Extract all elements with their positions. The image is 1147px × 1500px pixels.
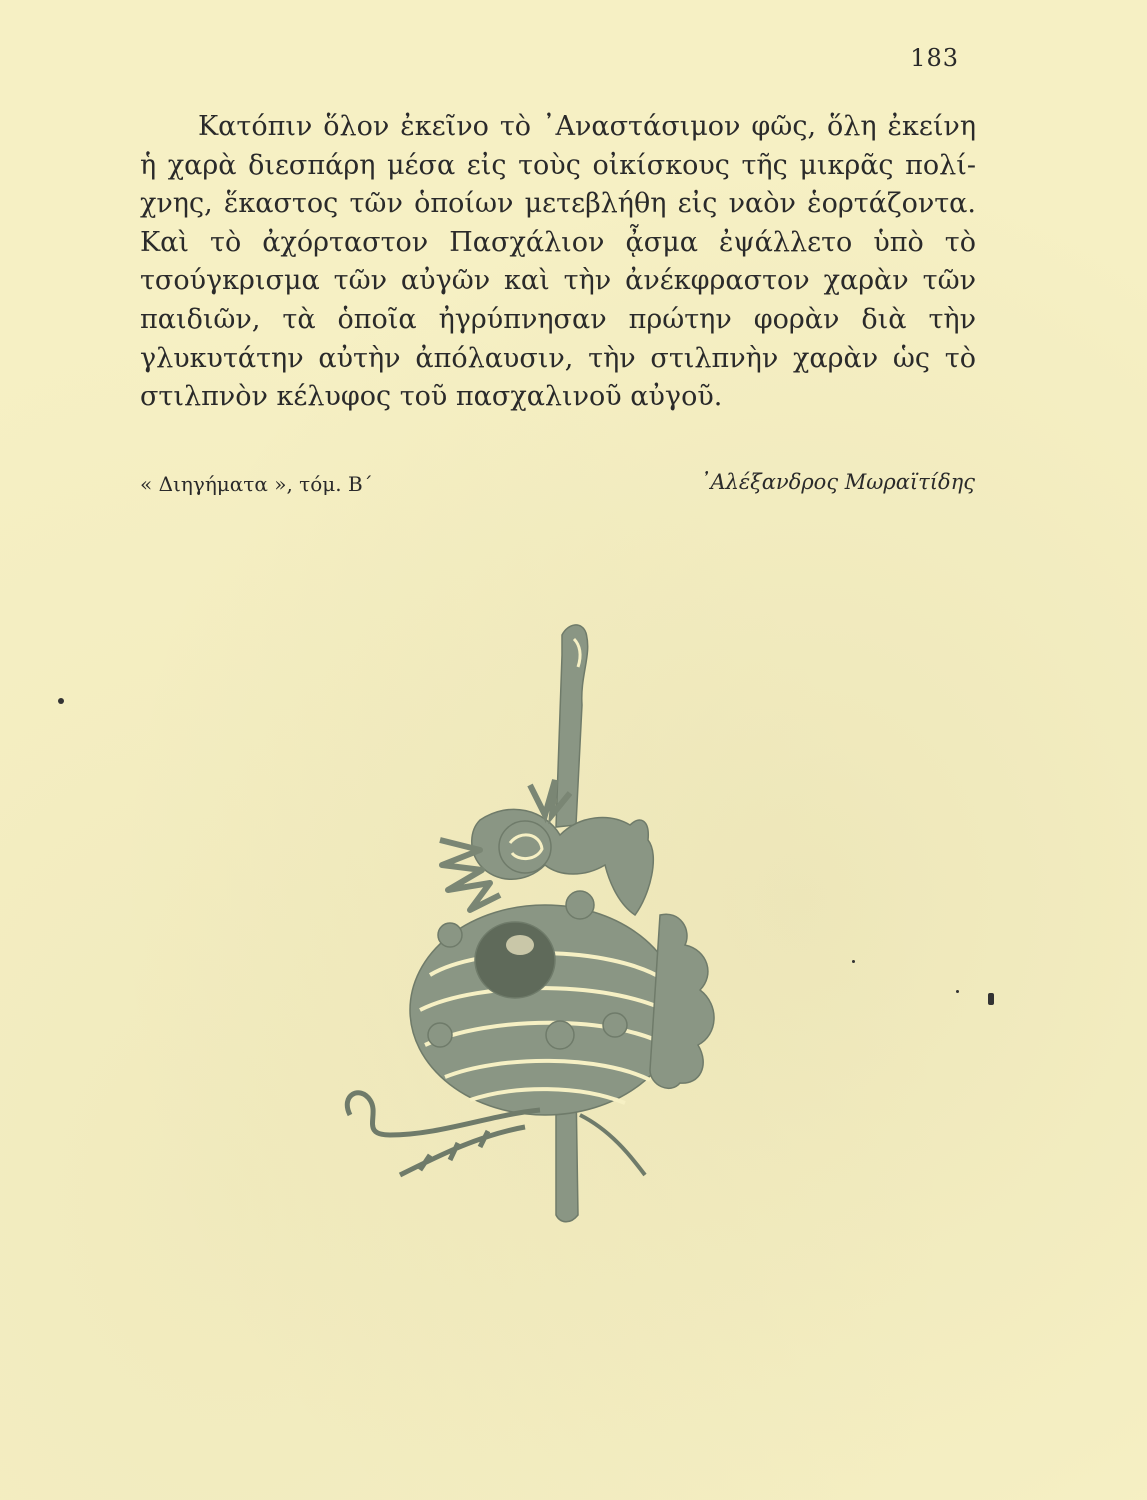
- page-number: 183: [910, 44, 959, 72]
- paragraph-line: τσούγκρισμα τῶν αὐγῶν καὶ τὴν ἀνέκφραστον χαρὰν τῶν: [140, 265, 976, 297]
- paragraph-line: Κατόπιν ὅλον ἐκεῖνο τὸ ᾿Αναστάσιμον φῶς, ὅλη ἐκείνη: [198, 111, 976, 142]
- stem-right: [580, 1115, 645, 1175]
- paragraph-line: γλυκυτάτην αὐτὴν ἀπόλαυσιν, τὴν στιλπνὴν χαρὰν ὡς τὸ: [140, 342, 976, 374]
- paragraph-line: ἡ χαρὰ διεσπάρη μέσα εἰς τοὺς οἰκίσκους τῆς μικρᾶς πολί-: [140, 149, 976, 181]
- small-rose: [566, 891, 594, 919]
- paragraph-line: χνης, ἕκαστος τῶν ὁποίων μετεβλήθη εἰς ναὸν ἑορτάζοντα.: [140, 188, 976, 220]
- ink-speck: [58, 698, 64, 704]
- small-rose: [603, 1013, 627, 1037]
- paragraph-line: Καὶ τὸ ἀχόρταστον Πασχάλιον ᾆσμα ἐψάλλετο ὑπὸ τὸ: [140, 226, 976, 258]
- ink-speck: [988, 993, 994, 1005]
- rose-flower: [499, 821, 551, 873]
- candle-shape: [556, 625, 588, 827]
- paragraph-line: παιδιῶν, τὰ ὁποῖα ἠγρύπνησαν πρώτην φορὰν διὰ τὴν: [140, 303, 976, 335]
- body-paragraph: [140, 108, 976, 417]
- ink-speck: [956, 990, 959, 993]
- small-rose: [428, 1023, 452, 1047]
- ink-speck: [852, 960, 855, 963]
- small-rose: [438, 923, 462, 947]
- foliage-cluster: [650, 914, 714, 1088]
- author-name: ᾿Αλέξανδρος Μωραϊτίδης: [699, 470, 975, 494]
- paragraph-line: στιλπνὸν κέλυφος τοῦ πασχαλινοῦ αὐγοῦ.: [140, 381, 723, 413]
- small-rose: [546, 1021, 574, 1049]
- egg-highlight: [506, 935, 534, 955]
- easter-egg-candle-vignette: [330, 615, 750, 1255]
- source-citation: « Διηγήματα », τόμ. Β΄: [140, 472, 373, 496]
- dark-egg: [475, 922, 555, 998]
